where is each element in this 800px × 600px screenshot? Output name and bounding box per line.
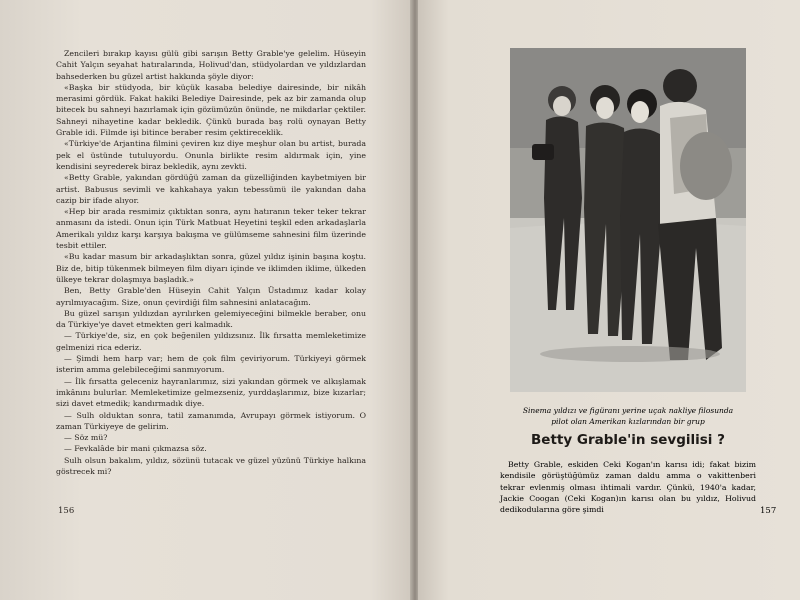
paragraph: Ben, Betty Grable'den Hüseyin Cahit Yalçın Üstadımız kadar kolay ayrılmıyacağım. Size, onun çevirdiği film sahnesini anlatacağım. xyxy=(56,286,366,307)
photo-caption: Sinema yıldızı ve figüranı yerine uçak nakliye filosunda pilot olan Amerikan kızlarından bir grup xyxy=(522,406,734,426)
page-number-left: 156 xyxy=(58,506,75,516)
paragraph: — Fevkalâde bir mani çıkmazsa söz. xyxy=(64,444,207,454)
paragraph: «Bu kadar masum bir arkadaşlıktan sonra, güzel yıldız işinin başına koştu. Biz de, bitip tükenmek bilmeyen film diyarı içinde ve iklimden iklime, ülkeden ülkeye tekrar dolaşmıya başladık.» xyxy=(56,252,366,284)
paragraph: Zencileri bırakıp kayısı gülü gibi sarışın Betty Grable'ye gelelim. Hüseyin Cahit Yalçın seyahat hatıralarında, Holivud'dan, stüdyolardan ve yıldızlardan bahsederken bu güzel artist hakkında şöyle diyor: xyxy=(56,49,366,81)
paragraph: Betty Grable, eskiden Ceki Kogan'ın karısı idi; fakat bizim kendisile görüştüğümüz zaman daldu amma o vakittenberi tekrar evlenmiş olması ihtimali vardır. Çünkü, 1940'a kadar, Jackie Coogan (Ceki Kogan)ın karısı olan bu yıldız, Holivud dedikodularına göre şimdi xyxy=(500,460,756,515)
paragraph: «Hep bir arada resmimiz çıktıktan sonra, aynı hatıranın teker teker tekrar anmasını da istedi. Onun için Türk Matbuat Heyetini teşkil eden arkadaşlarla Amerikalı yıldız karşı karşıya bakışma ve gülümseme sahnesini film üzerinde tesbit ettiler. xyxy=(56,207,366,251)
paragraph: «Başka bir stüdyoda, bir küçük kasaba belediye dairesinde, bir nikâh merasimi gördük. Fakat hakiki Belediye Dairesinde, pek az bir zamanda olup bitecek bu sahneyi hazırlamak için gözümüzün önünde, ne mikdarlar çektiler. Sahneyi nihayetine kadar bekledik. Çünkü burada baş rolü oynayan Betty Grable idi. Filmde işi bitince beraber resim çektireceklik. xyxy=(56,82,366,138)
paragraph: — Şimdi hem harp var; hem de çok film çeviriyorum. Türkiyeyi görmek isterim amma gelebileceğimi sanmıyorum. xyxy=(56,354,366,375)
paragraph: «Betty Grable, yakından gördüğü zaman da güzelliğinden kaybetmiyen bir artist. Babusus sevimli ve kahkahaya yakın tebessümü ile yakından daha cazip bir ifade alıyor. xyxy=(56,173,366,205)
paragraph: Bu güzel sarışın yıldızdan ayrılırken gelemiyeceğini bilmekle beraber, onu da Türkiye'ye davet etmekten geri kalmadık. xyxy=(56,308,366,330)
paragraph: — İlk fırsatta geleceniz hayranlarımız, sizi yakından görmek ve alkışlamak imkânını bulurlar. Memleketimize gelmezseniz, yurddaşlarımız, bize kızarlar; sizi davet etmedik; kandırmadık diye. xyxy=(56,376,366,409)
paragraph: — Söz mü? xyxy=(64,433,108,443)
paragraph: — Türkiye'de, siz, en çok beğenilen yıldızsınız. İlk fırsatta memleketimize gelmenizi rica ederiz. xyxy=(56,331,366,352)
photo-illustration xyxy=(510,48,746,392)
paragraph: Sulh olsun bakalım, yıldız, sözünü tutacak ve güzel yüzünü Türkiye halkına göstrecek mi? xyxy=(56,455,366,476)
section-heading: Betty Grable'in sevgilisi ? xyxy=(531,432,725,448)
left-page-text xyxy=(56,48,366,477)
paragraph: — Sulh olduktan sonra, tatil zamanımda, Avrupayı görmek istiyorum. O zaman Türkiyeye de gelirim. xyxy=(56,410,366,431)
right-page-text xyxy=(500,459,756,515)
page-number-right: 157 xyxy=(760,506,777,516)
photo-women-pilots xyxy=(510,48,746,392)
paragraph: «Türkiye'de Arjantina filmini çeviren kız diye meşhur olan bu artist, burada pek el üstünde tutuluyordu. Onunla birlikte resim aldırmak için, yine kendisini seyrederek biraz bekledik, aynı zevkti. xyxy=(56,139,366,171)
